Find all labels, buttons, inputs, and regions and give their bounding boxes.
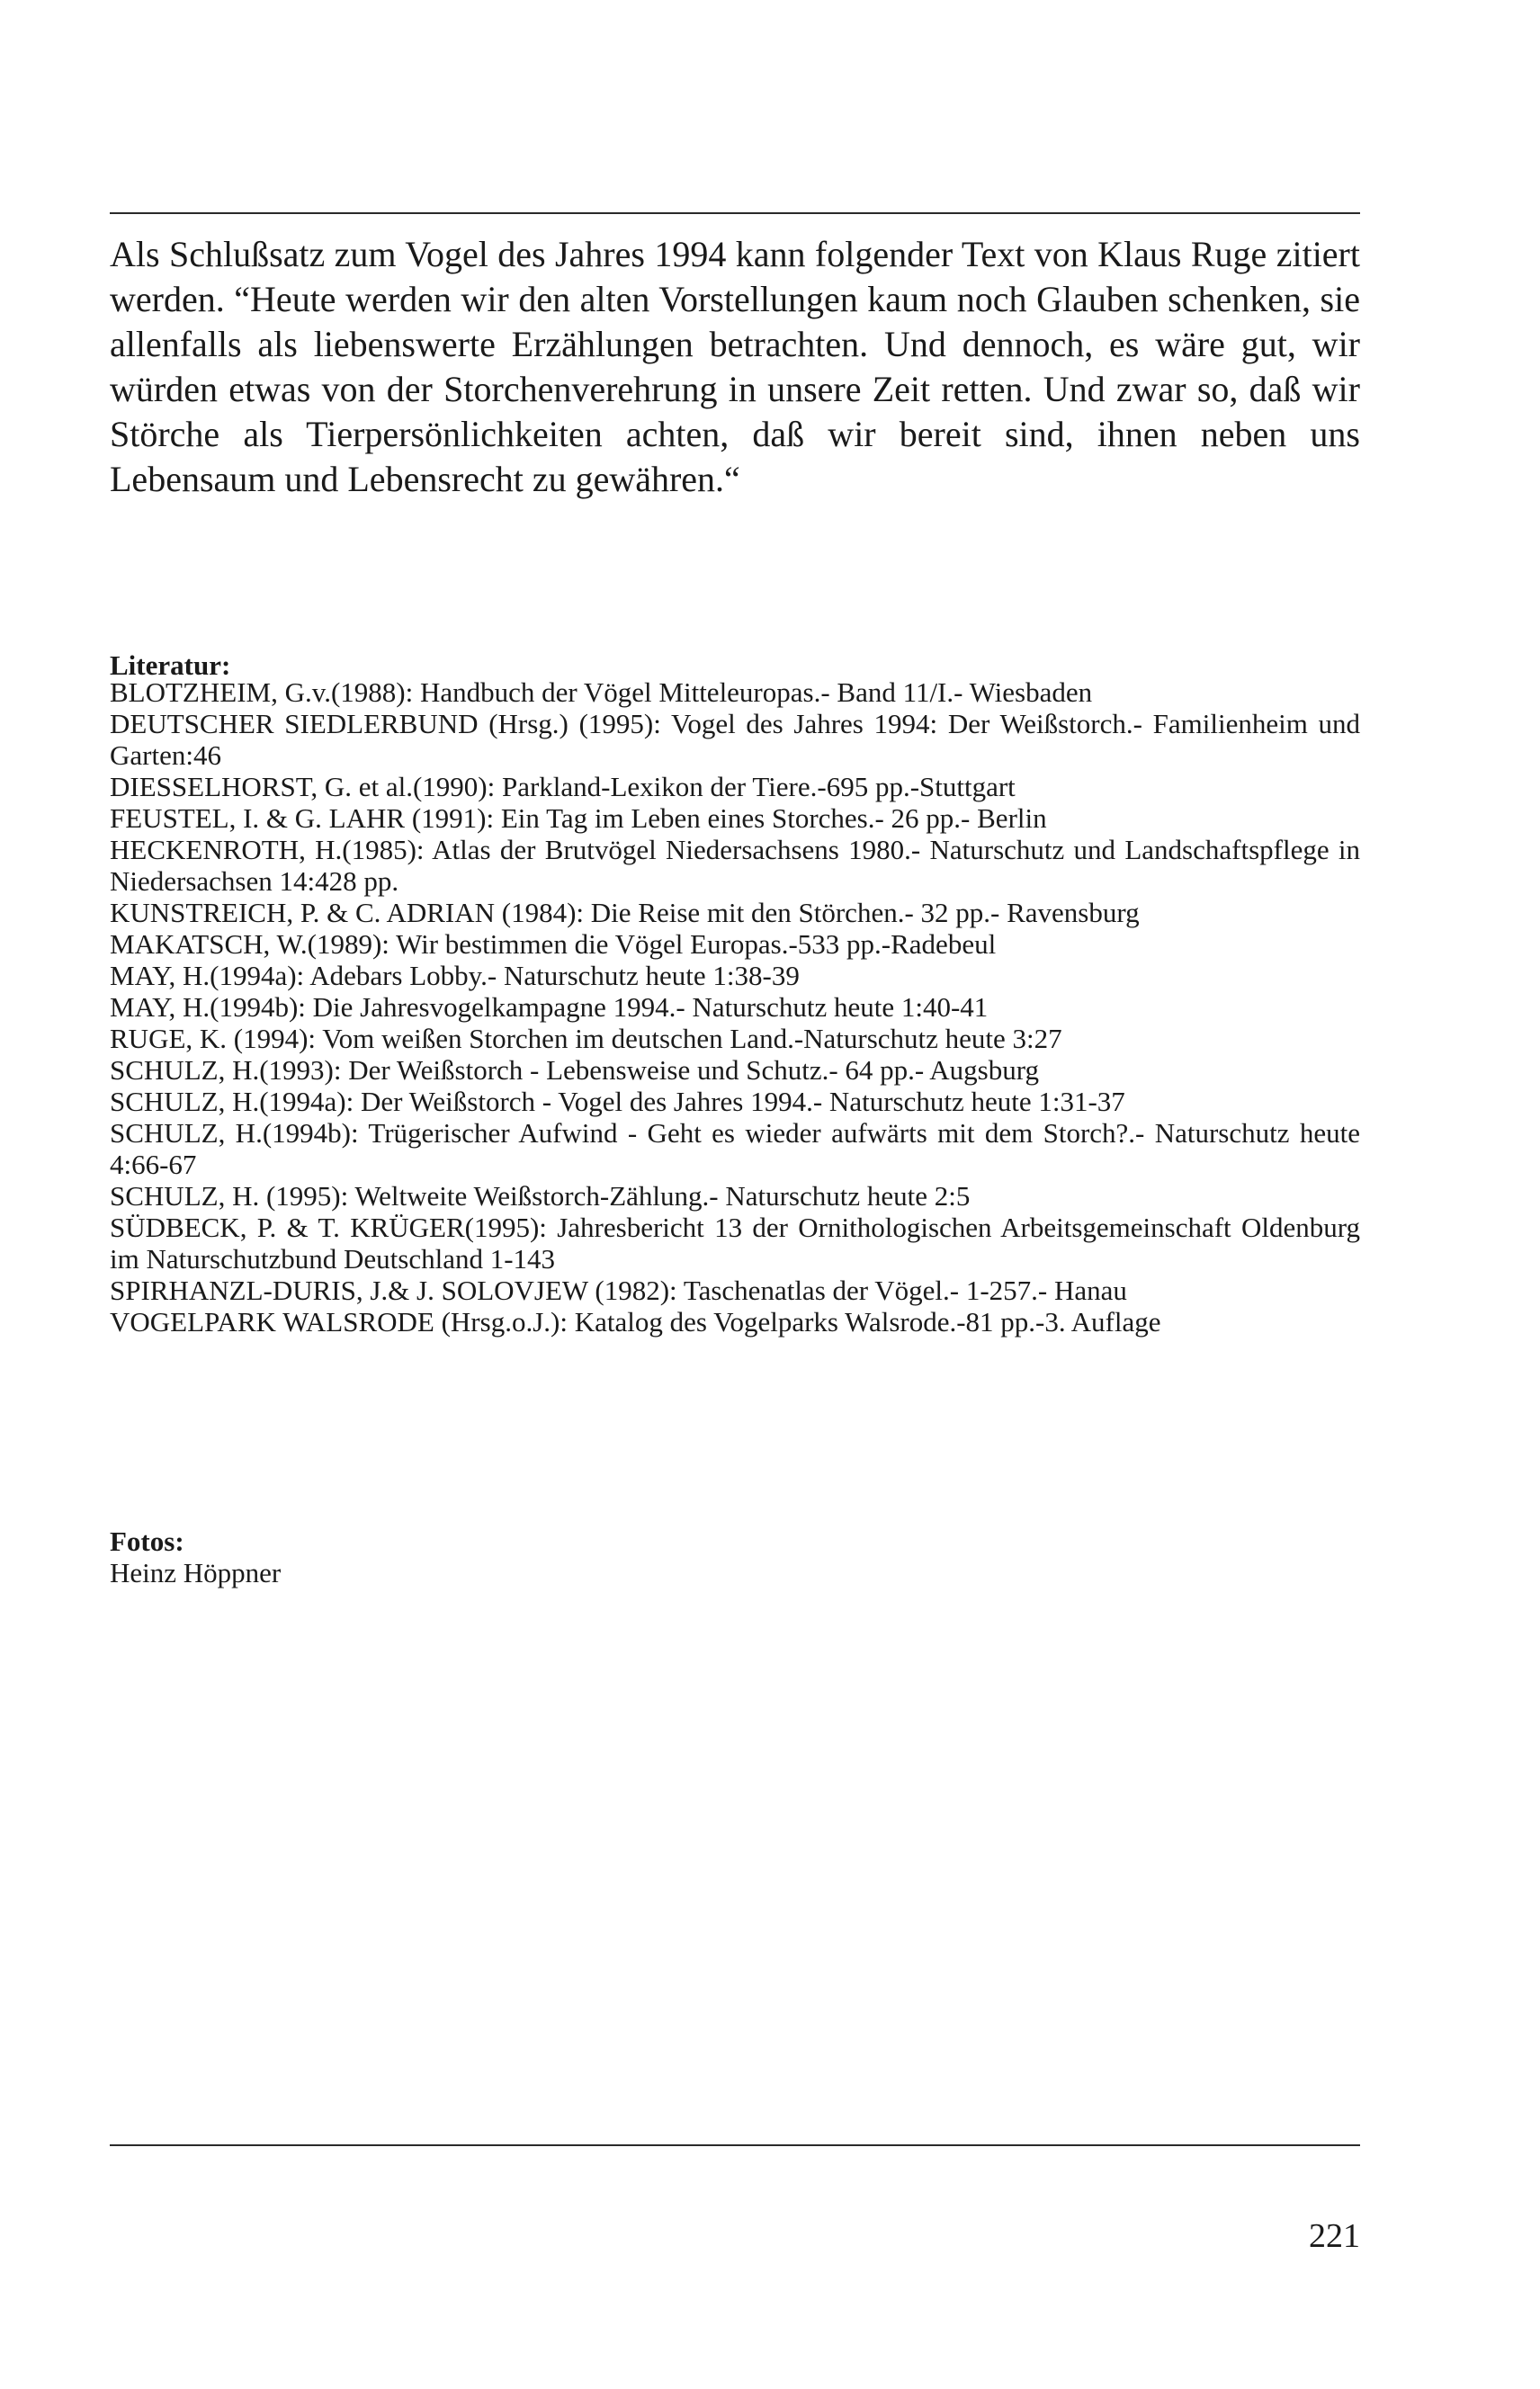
reference-item: DIESSELHORST, G. et al.(1990): Parkland-Lexikon der Tiere.-695 pp.-Stuttgart (110, 771, 1016, 802)
closing-paragraph: Als Schlußsatz zum Vogel des Jahres 1994 kann folgender Text von Klaus Ruge zitiert werden. “Heute werden wir den alten Vorstellungen kaum noch Glauben schenken, sie allenfalls als liebenswerte Erzählungen betrachten. Und dennoch, es wäre gut, wir würden etwas von der Storchenverehrung in unsere Zeit retten. Und zwar so, daß wir Störche als Tierpersönlichkeiten achten, daß wir bereit sind, ihnen neben uns Lebensaum und Lebensrecht zu gewähren.“ (110, 234, 1360, 499)
reference-item: KUNSTREICH, P. & C. ADRIAN (1984): Die Reise mit den Störchen.- 32 pp.- Ravensburg (110, 897, 1140, 928)
reference-item: VOGELPARK WALSRODE (Hrsg.o.J.): Katalog des Vogelparks Walsrode.-81 pp.-3. Auflage (110, 1306, 1161, 1338)
reference-item: SPIRHANZL-DURIS, J.& J. SOLOVJEW (1982): Taschenatlas der Vögel.- 1-257.- Hanau (110, 1275, 1127, 1306)
reference-item: SCHULZ, H.(1993): Der Weißstorch - Lebensweise und Schutz.- 64 pp.- Augsburg (110, 1054, 1039, 1086)
reference-item: SCHULZ, H.(1994a): Der Weißstorch - Vogel des Jahres 1994.- Naturschutz heute 1:31-37 (110, 1086, 1125, 1117)
reference-list (110, 676, 1360, 1338)
reference-item: FEUSTEL, I. & G. LAHR (1991): Ein Tag im Leben eines Storches.- 26 pp.- Berlin (110, 802, 1047, 834)
literature-heading: Literatur: (110, 649, 231, 681)
reference-item: DEUTSCHER SIEDLERBUND (Hrsg.) (1995): Vogel des Jahres 1994: Der Weißstorch.- Familienheim und Garten:46 (110, 708, 1360, 771)
reference-item: SÜDBECK, P. & T. KRÜGER(1995): Jahresbericht 13 der Ornithologischen Arbeitsgemeinschaft Oldenburg im Naturschutzbund Deutschland 1-143 (110, 1212, 1360, 1275)
reference-item: MAKATSCH, W.(1989): Wir bestimmen die Vögel Europas.-533 pp.-Radebeul (110, 928, 997, 960)
photo-credit: Heinz Höppner (110, 1557, 282, 1588)
reference-item: RUGE, K. (1994): Vom weißen Storchen im deutschen Land.-Naturschutz heute 3:27 (110, 1023, 1062, 1054)
reference-item: MAY, H.(1994b): Die Jahresvogelkampagne 1994.- Naturschutz heute 1:40-41 (110, 991, 989, 1023)
reference-item: SCHULZ, H.(1994b): Trügerischer Aufwind - Geht es wieder aufwärts mit dem Storch?.- Naturschutz heute 4:66-67 (110, 1117, 1360, 1180)
reference-item: BLOTZHEIM, G.v.(1988): Handbuch der Vögel Mitteleuropas.- Band 11/I.- Wiesbaden (110, 676, 1093, 708)
page-number: 221 (1309, 2217, 1360, 2255)
reference-item: HECKENROTH, H.(1985): Atlas der Brutvögel Niedersachsens 1980.- Naturschutz und Landschaftspflege in Niedersachsen 14:428 pp. (110, 834, 1360, 897)
photos-heading: Fotos: (110, 1526, 184, 1557)
reference-item: MAY, H.(1994a): Adebars Lobby.- Naturschutz heute 1:38-39 (110, 960, 800, 991)
top-divider (110, 212, 1360, 214)
reference-item: SCHULZ, H. (1995): Weltweite Weißstorch-Zählung.- Naturschutz heute 2:5 (110, 1180, 971, 1212)
bottom-divider (110, 2144, 1360, 2146)
